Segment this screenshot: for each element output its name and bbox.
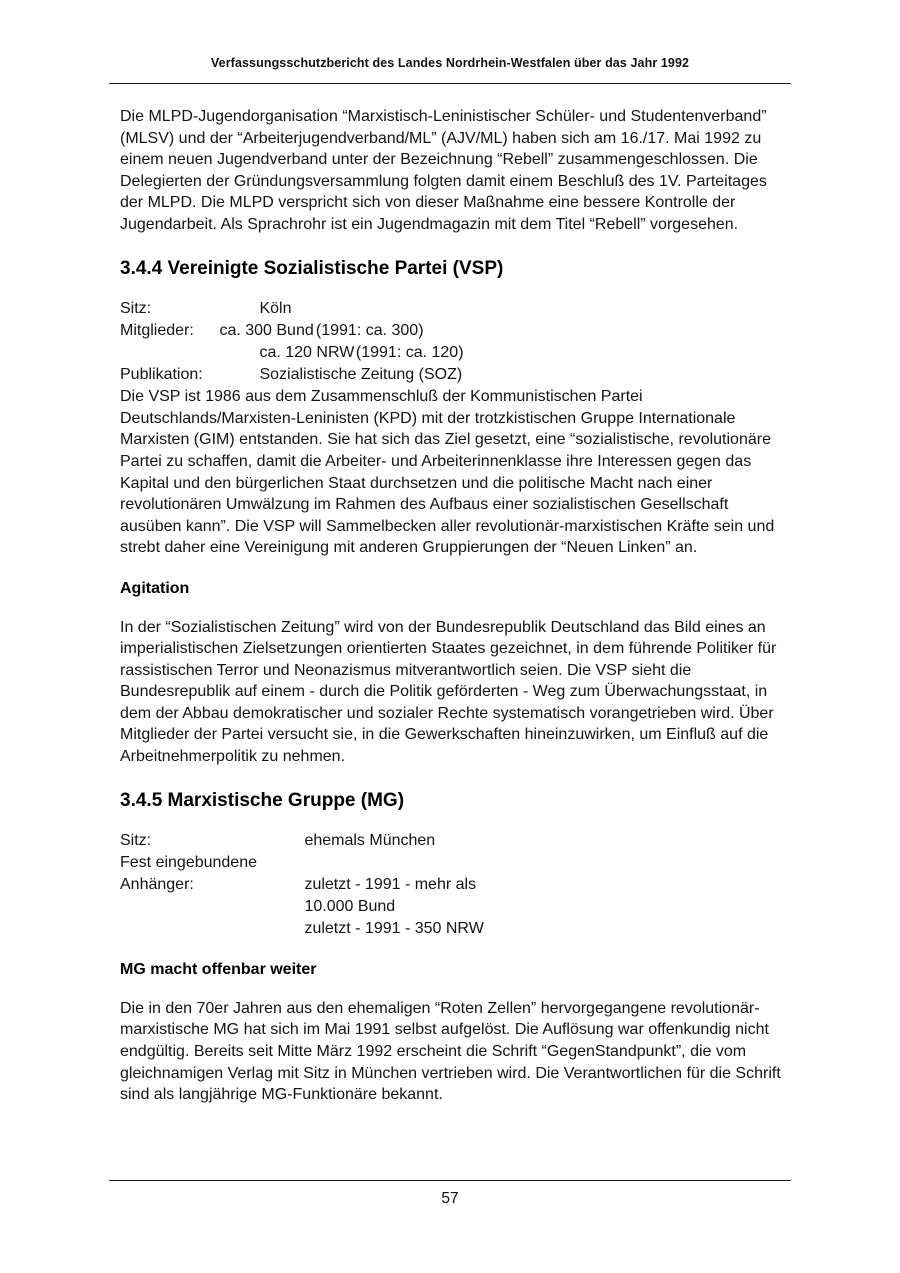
info-label-mitglieder: Mitglieder: (120, 322, 194, 340)
mg-info-row-anhaenger-1 (120, 874, 790, 896)
info-label-sitz: Sitz: (120, 832, 152, 850)
info-value-mitglieder-bund: ca. 300 Bund (219, 322, 314, 340)
mg-info-row-fest (120, 852, 790, 874)
page-footer (109, 1180, 791, 1208)
vsp-info-block (120, 298, 790, 386)
info-label-anhaenger: Anhänger: (120, 876, 194, 894)
vsp-info-row-mitglieder-nrw (120, 342, 790, 364)
subheading-agitation: Agitation (120, 579, 190, 597)
mg-info-row-sitz (120, 830, 790, 852)
info-value-sitz: ehemals München (304, 832, 436, 850)
info-value-publikation: Sozialistische Zeitung (SOZ) (259, 366, 463, 384)
info-label-fest-eingebundene: Fest eingebundene (120, 854, 257, 872)
page-number: 57 (441, 1190, 459, 1207)
info-label-publikation: Publikation: (120, 366, 203, 384)
info-value-anhaenger-2: 10.000 Bund (304, 898, 396, 916)
heading-3-4-4-vsp: 3.4.4 Vereinigte Sozialistische Partei (VSP) (120, 257, 504, 279)
info-label-sitz: Sitz: (120, 300, 152, 318)
paragraph-vsp-description: Die VSP ist 1986 aus dem Zusammenschluß der Kommunistischen Partei Deutschlands/Marxisten-Leninisten (KPD) mit der trotzkistischen Gruppe Internationale Marxisten (GIM) entstanden. Sie hat sich das Ziel gesetzt, eine “sozialistische, revolutionäre Partei zu schaffen, damit die Arbeiter- und Arbeiterinnenklasse ihre Interessen gegen das Kapital und den bürgerlichen Staat durchsetzen und die politische Macht nach einer revolutionären Umwälzung im Rahmen des Aufbaus einer sozialistischen Gesellschaft ausüben kann”. Die VSP will Sammelbecken aller revolutionär-marxistischen Kräfte sein und strebt daher eine Vereinigung mit anderen Gruppierungen der “Neuen Linken” an. (120, 388, 775, 557)
mg-info-block (120, 830, 790, 940)
vsp-info-row-publikation (120, 364, 790, 386)
heading-3-4-5-mg: 3.4.5 Marxistische Gruppe (MG) (120, 789, 405, 811)
vsp-info-row-sitz (120, 298, 790, 320)
subheading-mg-macht-weiter: MG macht offenbar weiter (120, 961, 317, 979)
info-value-sitz: Köln (259, 300, 292, 318)
info-value-mitglieder-bund-1991: (1991: ca. 300) (315, 322, 424, 340)
info-value-mitglieder-nrw: ca. 120 NRW (259, 344, 355, 362)
info-value-anhaenger-3: zuletzt - 1991 - 350 NRW (304, 920, 484, 938)
paragraph-agitation: In der “Sozialistischen Zeitung” wird von der Bundesrepublik Deutschland das Bild eines an imperialistischen Zielsetzungen orientierten Staates gezeichnet, in dem führende Politiker für rassistischen Terror und Neonazismus mitverantwortlich seien. Die VSP sieht die Bundesrepublik auf einem - durch die Politik geförderten - Weg zum Überwachungsstaat, in dem der Abbau demokratischer und sozialer Rechte systematisch vorangetrieben wird. Über Mitglieder der Partei versucht sie, in die Gewerkschaften hineinzuwirken, um Einfluß auf die Arbeitnehmerpolitik zu nehmen. (120, 618, 777, 766)
paragraph-mlpd-jugendorganisation: Die MLPD-Jugendorganisation “Marxistisch-Leninistischer Schüler- und Studentenverband” (MLSV) und der “Arbeiterjugendverband/ML” (AJV/ML) haben sich am 16./17. Mai 1992 zu einem neuen Jugendverband unter der Bezeichnung “Rebell” zusammengeschlossen. Die Delegierten der Gründungsversammlung folgten damit einem Beschluß des 1V. Parteitages der MLPD. Die MLPD verspricht sich von dieser Maßnahme eine bessere Kontrolle der Jugendarbeit. Als Sprachrohr ist ein Jugendmagazin mit dem Titel “Rebell” vorgesehen. (120, 108, 767, 233)
page-header (0, 0, 900, 84)
paragraph-mg-description: Die in den 70er Jahren aus den ehemaligen “Roten Zellen” hervorgegangene revolutionär-marxistische MG hat sich im Mai 1991 selbst aufgelöst. Die Auflösung war offenkundig nicht endgültig. Bereits seit Mitte März 1992 erscheint die Schrift “GegenStandpunkt”, die vom gleichnamigen Verlag mit Sitz in München vertrieben wird. Die Verantwortlichen für die Schrift sind als langjährige MG-Funktionäre bekannt. (120, 999, 781, 1104)
info-value-mitglieder-nrw-1991: (1991: ca. 120) (355, 344, 464, 362)
page-content (0, 84, 900, 1106)
running-header-title: Verfassungsschutzbericht des Landes Nordrhein-Westfalen über das Jahr 1992 (210, 56, 690, 70)
mg-info-row-anhaenger-3 (120, 918, 790, 940)
vsp-info-row-mitglieder-bund (120, 320, 790, 342)
mg-info-row-anhaenger-2 (120, 896, 790, 918)
footer-rule (109, 1180, 791, 1181)
info-value-anhaenger-1: zuletzt - 1991 - mehr als (304, 876, 477, 894)
